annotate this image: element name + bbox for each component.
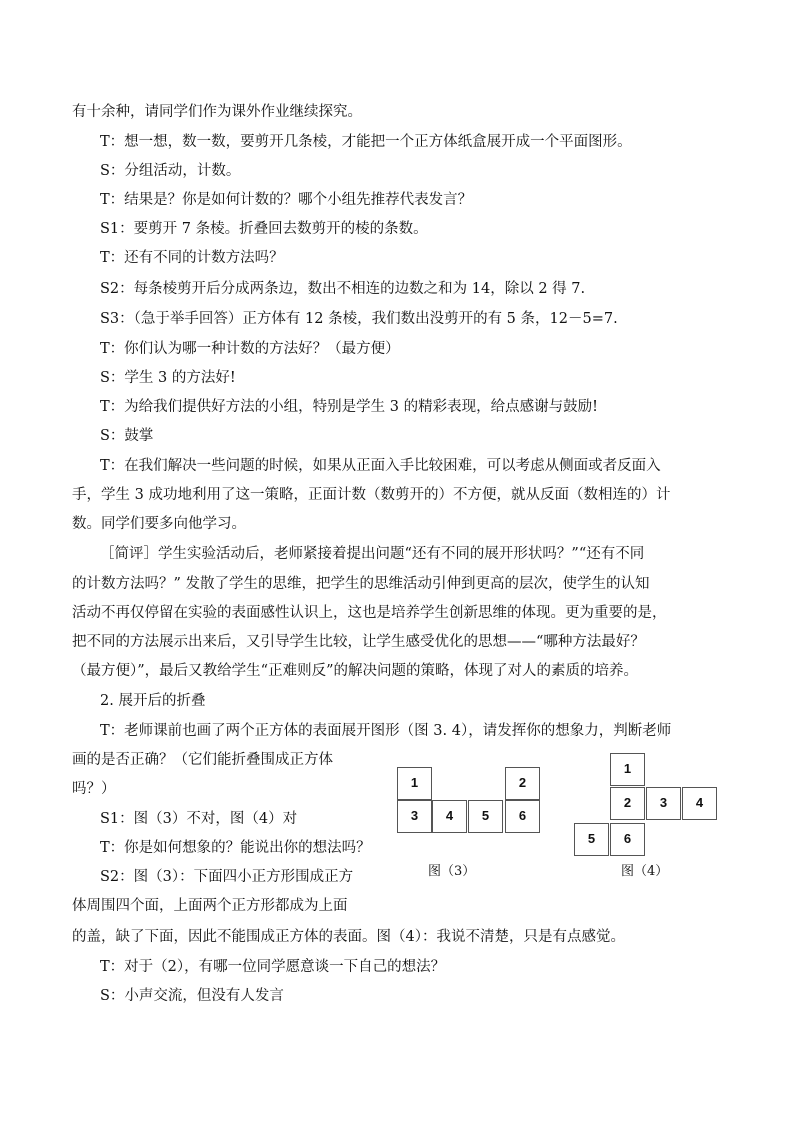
figure-4-cube-net [574,753,720,859]
text-line: S3：（急于举手回答）正方体有 12 条棱，我们数出没剪开的有 5 条，12－5=7. [100,311,618,327]
net-cell: 1 [610,753,645,786]
text-line: 吗？） [72,781,116,797]
net-cell: 3 [646,787,681,820]
text-line: T：你是如何想象的？能说出你的想法吗？ [100,840,371,856]
text-line: T：你们认为哪一种计数的方法好？（最方便） [100,341,400,357]
text-line: 数。同学们要多向他学习。 [72,516,246,532]
section-heading: 2. 展开后的折叠 [100,693,206,709]
text-line: T：对于（2），有哪一位同学愿意谈一下自己的想法？ [100,959,446,975]
figure-3-cube-net [397,767,542,837]
net-cell: 5 [574,823,609,856]
text-line: S：学生 3 的方法好! [100,370,236,386]
text-line: T：想一想，数一数，要剪开几条棱，才能把一个正方体纸盒展开成一个平面图形。 [100,134,632,150]
text-line: S1：要剪开 7 条棱。折叠回去数剪开的棱的条数。 [100,221,428,237]
text-line: T：还有不同的计数方法吗？ [100,250,284,266]
text-line: T：为给我们提供好方法的小组，特别是学生 3 的精彩表现，给点感谢与鼓励! [100,399,598,415]
comment-line: ［简评］学生实验活动后，老师紧接着提出问题“还有不同的展开形状吗？”“还有不同 [100,546,645,562]
text-line: T：老师课前也画了两个正方体的表面展开图形（图 3. 4），请发挥你的想象力，判断老师 [100,723,672,739]
text-line: S：鼓掌 [100,428,154,444]
text-line: T：在我们解决一些问题的时候，如果从正面入手比较困难，可以考虑从侧面或者反面入 [100,458,661,474]
text-line: 画的是否正确？（它们能折叠围成正方体 [72,752,333,768]
text-line: S：分组活动，计数。 [100,163,241,179]
net-cell: 4 [682,787,717,820]
net-cell: 1 [397,767,432,800]
comment-line: （最方便）”，最后又教给学生“正难则反”的解决问题的策略，体现了对人的素质的培养。 [72,663,638,679]
text-line: S1：图（3）不对，图（4）对 [100,811,298,827]
net-cell: 5 [468,800,503,833]
text-line: T：结果是？你是如何计数的？哪个小组先推荐代表发言？ [100,192,473,208]
text-line: S：小声交流，但没有人发言 [100,988,284,1004]
net-cell: 6 [610,823,645,856]
figure-3-caption: 图（3） [428,864,476,879]
text-line: 的盖，缺了下面，因此不能围成正方体的表面。图（4）：我说不清楚，只是有点感觉。 [72,929,625,945]
comment-line: 的计数方法吗？” 发散了学生的思维，把学生的思维活动引伸到更高的层次，使学生的认知 [72,576,650,592]
text-line: 有十余种，请同学们作为课外作业继续探究。 [72,104,362,120]
net-cell: 4 [432,800,467,833]
net-cell: 2 [610,787,645,820]
text-line: 手，学生 3 成功地利用了这一策略，正面计数（数剪开的）不方便，就从反面（数相连的）计 [72,487,671,503]
figure-4-caption: 图（4） [621,864,669,879]
comment-line: 把不同的方法展示出来后，又引导学生比较，让学生感受优化的思想——“哪种方法最好？ [72,634,645,650]
text-line: 体周围四个面，上面两个正方形都成为上面 [72,898,348,914]
text-line: S2：图（3）：下面四小正方形围成正方 [100,869,354,885]
net-cell: 2 [505,767,540,800]
net-cell: 3 [397,800,432,833]
text-line: S2：每条棱剪开后分成两条边，数出不相连的边数之和为 14，除以 2 得 7. [100,281,586,297]
net-cell: 6 [505,800,540,833]
comment-line: 活动不再仅停留在实验的表面感性认识上，这也是培养学生创新思维的体现。更为重要的是， [72,605,667,621]
